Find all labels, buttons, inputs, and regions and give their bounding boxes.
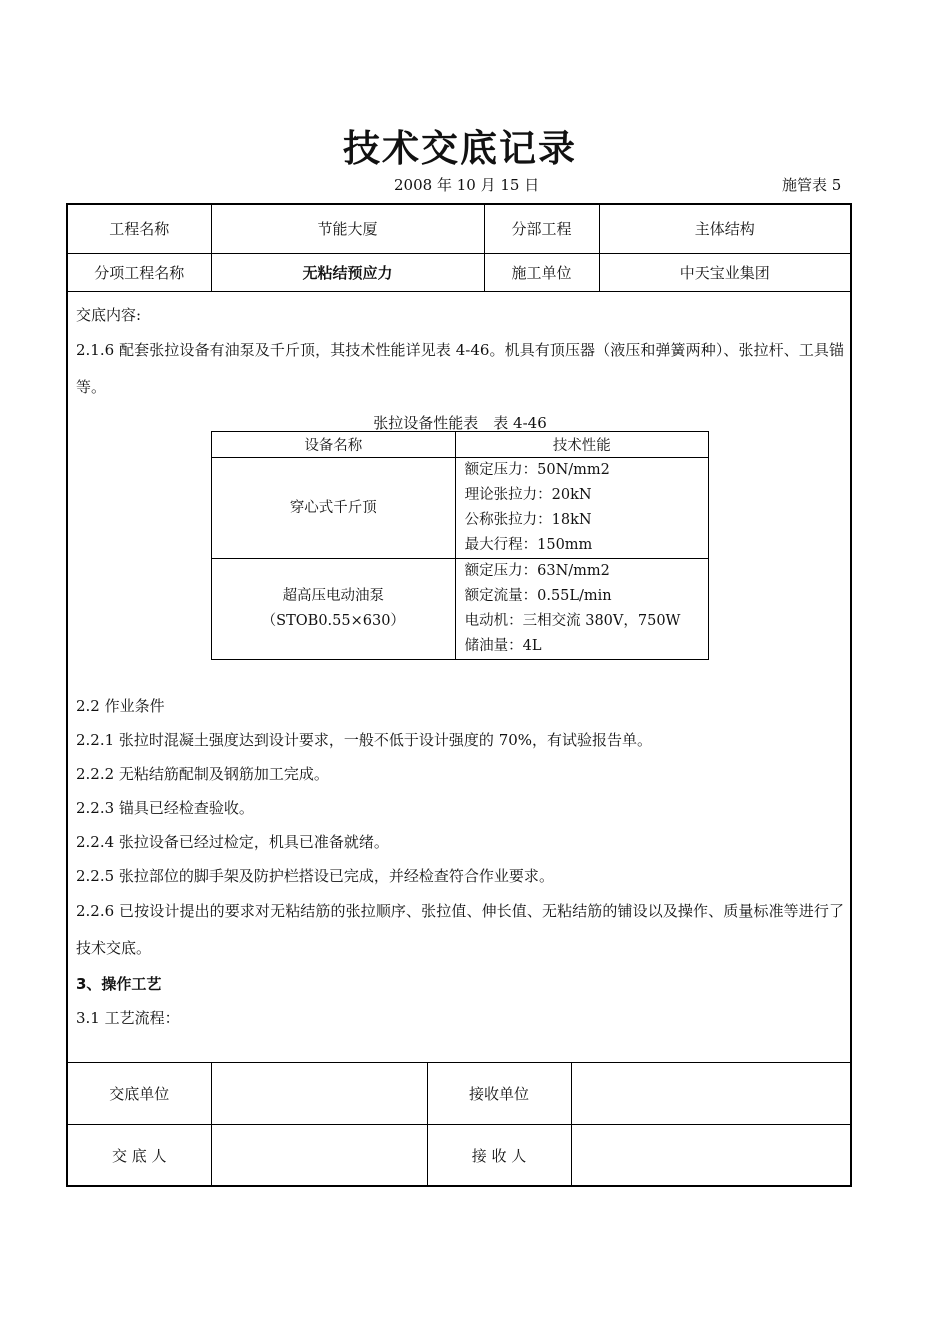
issuer-unit-field[interactable] bbox=[211, 1063, 427, 1125]
equipment-col-specs: 技术性能 bbox=[455, 432, 708, 458]
equipment-name: 超高压电动油泵 （STOB0.55×630） bbox=[212, 559, 456, 660]
issuer-field[interactable] bbox=[211, 1125, 427, 1186]
spec-line: 额定压力：63N/mm2 bbox=[464, 563, 610, 579]
division-value: 主体结构 bbox=[599, 205, 850, 253]
item-3-1: 3.1 工艺流程： bbox=[76, 1009, 180, 1027]
work-conditions bbox=[76, 689, 844, 1035]
issuer-unit-label: 交底单位 bbox=[68, 1063, 211, 1125]
subitem-label: 分项工程名称 bbox=[68, 253, 211, 291]
section-2-2: 2.2 作业条件 bbox=[76, 697, 165, 715]
spec-line: 公称张拉力：18kN bbox=[464, 512, 592, 528]
item-2-2-1: 2.2.1 张拉时混凝土强度达到设计要求，一般不低于设计强度的 70%，有试验报告单。 bbox=[76, 731, 653, 749]
item-2-2-3: 2.2.3 锚具已经检查验收。 bbox=[76, 799, 254, 817]
section-3-heading: 3、操作工艺 bbox=[76, 975, 162, 993]
subitem-value: 无粘结预应力 bbox=[211, 253, 484, 291]
spec-line: 储油量：4L bbox=[464, 638, 542, 654]
division-label: 分部工程 bbox=[484, 205, 599, 253]
equipment-specs bbox=[455, 458, 708, 559]
receiver-label: 接 收 人 bbox=[427, 1125, 571, 1186]
paragraph-2-1-6: 2.1.6 配套张拉设备有油泵及千斤顶，其技术性能详见表 4-46。机具有顶压器（液压和弹簧两种）、张拉杆、工具锚等。 bbox=[76, 341, 844, 396]
equipment-name: 穿心式千斤顶 bbox=[212, 458, 456, 559]
spec-line: 最大行程：150mm bbox=[464, 537, 593, 553]
item-2-2-5: 2.2.5 张拉部位的脚手架及防护栏搭设已完成，并经检查符合作业要求。 bbox=[76, 867, 554, 885]
item-2-2-6: 2.2.6 已按设计提出的要求对无粘结筋的张拉顺序、张拉值、伸长值、无粘结筋的铺设以及操作、质量标准等进行了技术交底。 bbox=[76, 902, 844, 957]
header-table bbox=[68, 205, 850, 292]
content-intro: 交底内容: bbox=[76, 306, 142, 324]
equipment-col-name: 设备名称 bbox=[212, 432, 456, 458]
signature-table bbox=[68, 1062, 850, 1186]
table-row bbox=[212, 559, 709, 660]
item-2-2-2: 2.2.2 无粘结筋配制及钢筋加工完成。 bbox=[76, 765, 329, 783]
receiver-field[interactable] bbox=[571, 1125, 850, 1186]
spec-line: 额定流量：0.55L/min bbox=[464, 588, 612, 604]
spec-line: 额定压力：50N/mm2 bbox=[464, 462, 610, 478]
project-name-label: 工程名称 bbox=[68, 205, 211, 253]
item-2-2-4: 2.2.4 张拉设备已经过检定，机具已准备就绪。 bbox=[76, 833, 389, 851]
table-caption: 张拉设备性能表 表 4-46 bbox=[373, 414, 547, 432]
record-date: 2008 年 10 月 15 日 bbox=[394, 176, 540, 194]
spec-line: 电动机：三相交流 380V，750W bbox=[464, 613, 681, 629]
content-section bbox=[76, 298, 844, 438]
receiver-unit-label: 接收单位 bbox=[427, 1063, 571, 1125]
project-name-value: 节能大厦 bbox=[211, 205, 484, 253]
page-title: 技术交底记录 bbox=[343, 127, 577, 170]
record-form bbox=[66, 203, 852, 1187]
form-number: 施管表 5 bbox=[782, 176, 842, 194]
equipment-table bbox=[211, 431, 709, 660]
receiver-unit-field[interactable] bbox=[571, 1063, 850, 1125]
spec-line: 理论张拉力：20kN bbox=[464, 487, 592, 503]
contractor-label: 施工单位 bbox=[484, 253, 599, 291]
table-row bbox=[212, 458, 709, 559]
equipment-specs bbox=[455, 559, 708, 660]
contractor-value: 中天宝业集团 bbox=[599, 253, 850, 291]
issuer-label: 交 底 人 bbox=[68, 1125, 211, 1186]
